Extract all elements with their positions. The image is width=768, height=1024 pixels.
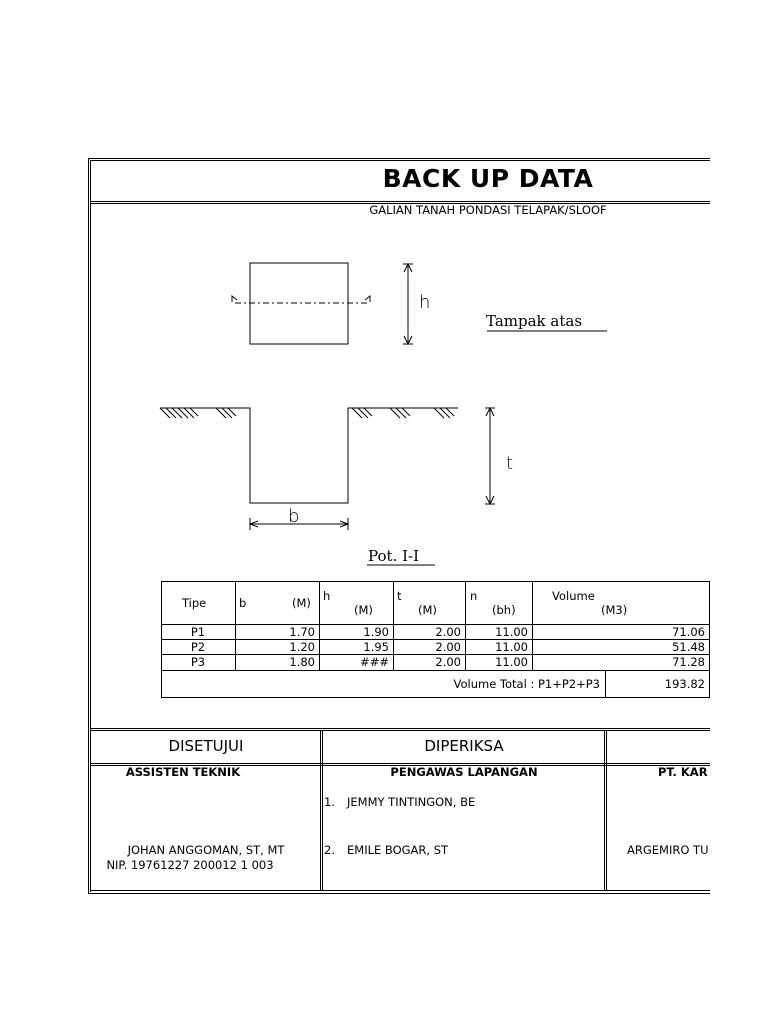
page-subtitle: GALIAN TANAH PONDASI TELAPAK/SLOOF xyxy=(369,203,607,217)
table-cell-volume: 51.48 xyxy=(672,640,705,654)
section-arrow-right xyxy=(365,296,370,302)
col-header-h-unit: (M) xyxy=(354,603,373,617)
table-cell-t: 2.00 xyxy=(435,640,461,654)
table-cell-b: 1.20 xyxy=(289,640,315,654)
table-cell-h: ### xyxy=(360,655,389,669)
table-cell-h: 1.90 xyxy=(363,625,389,639)
col-header-n: n xyxy=(470,589,478,603)
table-cell-b: 1.80 xyxy=(289,655,315,669)
soil-hatch-left xyxy=(160,408,236,418)
table-cell-t: 2.00 xyxy=(435,655,461,669)
soil-hatch-right xyxy=(352,408,454,418)
col-header-volume-unit: (M3) xyxy=(601,603,628,617)
col-header-b-unit: (M) xyxy=(292,596,311,610)
col-header-n-unit: (bh) xyxy=(492,603,516,617)
table-cell-volume: 71.28 xyxy=(672,655,705,669)
volume-total-label: Volume Total : P1+P2+P3 xyxy=(453,677,600,691)
col-header-b: b xyxy=(239,596,247,610)
table-cell-volume: 71.06 xyxy=(672,625,705,639)
approved-role: ASSISTEN TEKNIK xyxy=(125,765,241,779)
contractor-role: PT. KAR xyxy=(658,765,708,779)
table-cell-h: 1.95 xyxy=(363,640,389,654)
table-cell-tipe: P2 xyxy=(190,640,206,654)
volume-total-value: 193.82 xyxy=(664,677,705,691)
checked-item-1-number: 1. xyxy=(324,795,335,809)
table-cell-n: 11.00 xyxy=(495,625,528,639)
table-cell-tipe: P3 xyxy=(190,655,206,669)
col-header-t-unit: (M) xyxy=(418,603,437,617)
checked-item-1-name: JEMMY TINTINGON, BE xyxy=(347,795,476,809)
plan-view xyxy=(232,263,413,344)
checked-item-2-number: 2. xyxy=(324,843,335,857)
approved-name: JOHAN ANGGOMAN, ST, MT xyxy=(127,843,285,857)
table-cell-n: 11.00 xyxy=(495,655,528,669)
dim-label-b: b xyxy=(288,506,300,527)
table-cell-t: 2.00 xyxy=(435,625,461,639)
checked-heading: DIPERIKSA xyxy=(424,737,504,755)
dim-label-t: t xyxy=(506,453,514,474)
checked-role: PENGAWAS LAPANGAN xyxy=(390,765,538,779)
col-header-t: t xyxy=(397,589,402,603)
approved-heading: DISETUJUI xyxy=(168,737,244,755)
col-header-tipe: Tipe xyxy=(182,596,207,610)
excavation-outline xyxy=(160,408,458,503)
col-header-h: h xyxy=(323,589,331,603)
table-cell-tipe: P1 xyxy=(190,625,206,639)
dim-label-h: h xyxy=(419,292,431,313)
section-view xyxy=(160,408,495,530)
table-cell-n: 11.00 xyxy=(495,640,528,654)
checked-item-2-name: EMILE BOGAR, ST xyxy=(347,843,449,857)
approved-nip: NIP. 19761227 200012 1 003 xyxy=(106,858,274,872)
col-header-volume: Volume xyxy=(552,589,595,603)
contractor-name: ARGEMIRO TU xyxy=(627,843,709,857)
section-caption: Pot. I-I xyxy=(368,547,419,565)
section-arrow-left xyxy=(232,296,237,302)
page-title: BACK UP DATA xyxy=(382,164,594,193)
table-cell-b: 1.70 xyxy=(289,625,315,639)
plan-caption: Tampak atas xyxy=(486,312,583,330)
